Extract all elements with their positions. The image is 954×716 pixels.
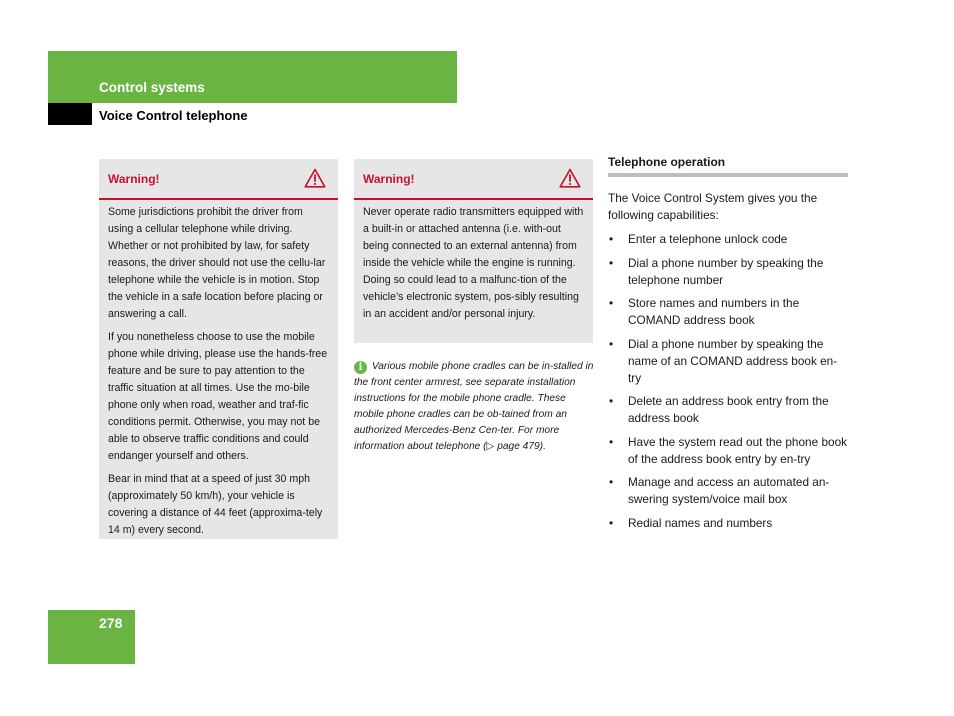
sub-title: Voice Control telephone xyxy=(99,108,248,123)
warning-title: Warning! xyxy=(108,172,160,186)
section-heading: Telephone operation xyxy=(608,155,848,177)
warning-header xyxy=(99,159,338,200)
warning-paragraph: Never operate radio transmitters equipped with a built-in or attached antenna (i.e. with-out being connected to an external antenna) from inside the vehicle while the engine is running. Doing so could lead to a malfunc-tion of the vehicle’s electronic system, pos-sibly resulting in an accident and/or personal injury. xyxy=(363,206,584,320)
list-item: • Enter a telephone unlock code xyxy=(608,231,848,248)
warning-box-driving xyxy=(99,159,338,539)
warning-triangle-icon xyxy=(304,168,326,188)
capabilities-list xyxy=(608,231,848,532)
warning-paragraph: Bear in mind that at a speed of just 30 mph (approximately 50 km/h), your vehicle is covering a distance of 44 feet (approxima-tely 14 m) every second. xyxy=(108,473,323,536)
intro-text: The Voice Control System gives you the following capabilities: xyxy=(608,191,818,222)
warning-paragraph: If you nonetheless choose to use the mobile phone while driving, please use the hands-free feature and be sure to pay attention to the traffic situation at all times. Use the mo-bile phone only when road, weather and traf-fic conditions permit. Otherwise, you may not be able to observe traffic conditions and could endanger yourself and others. xyxy=(108,331,328,462)
list-item: • Dial a phone number by speaking the name of an COMAND address book en-try xyxy=(608,336,848,387)
info-icon: i xyxy=(354,361,367,374)
telephone-operation-section xyxy=(608,155,848,538)
warning-paragraph: Some jurisdictions prohibit the driver from using a cellular telephone while driving. Whether or not prohibited by law, for safety reasons, the driver should not use the cellu-lar telephone while the vehicle is in motion. Stop the vehicle in a safe location before placing or answering a call. xyxy=(108,206,326,320)
list-item: • Have the system read out the phone book of the address book entry by en-try xyxy=(608,434,848,468)
warning-triangle-icon xyxy=(559,168,581,188)
list-item: • Redial names and numbers xyxy=(608,515,848,532)
warning-box-radio xyxy=(354,159,593,343)
list-item: • Dial a phone number by speaking the telephone number xyxy=(608,255,848,289)
info-note xyxy=(354,359,594,455)
section-title: Control systems xyxy=(99,80,205,95)
warning-title: Warning! xyxy=(363,172,415,186)
list-item: • Manage and access an automated an-swering system/voice mail box xyxy=(608,474,848,508)
warning-header xyxy=(354,159,593,200)
list-item: • Delete an address book entry from the address book xyxy=(608,393,848,427)
page-number: 278 xyxy=(99,615,123,631)
info-note-text: Various mobile phone cradles can be in-stalled in the front center armrest, see separate installation instructions for the mobile phone cradle. These mobile phone cradles can be ob-tained from an authorized Mercedes-Benz Cen-ter. For more information about telephone (▷ page 479). xyxy=(354,361,594,452)
list-item: • Store names and numbers in the COMAND address book xyxy=(608,295,848,329)
header-bar xyxy=(48,51,457,103)
black-tab-marker xyxy=(48,103,92,125)
